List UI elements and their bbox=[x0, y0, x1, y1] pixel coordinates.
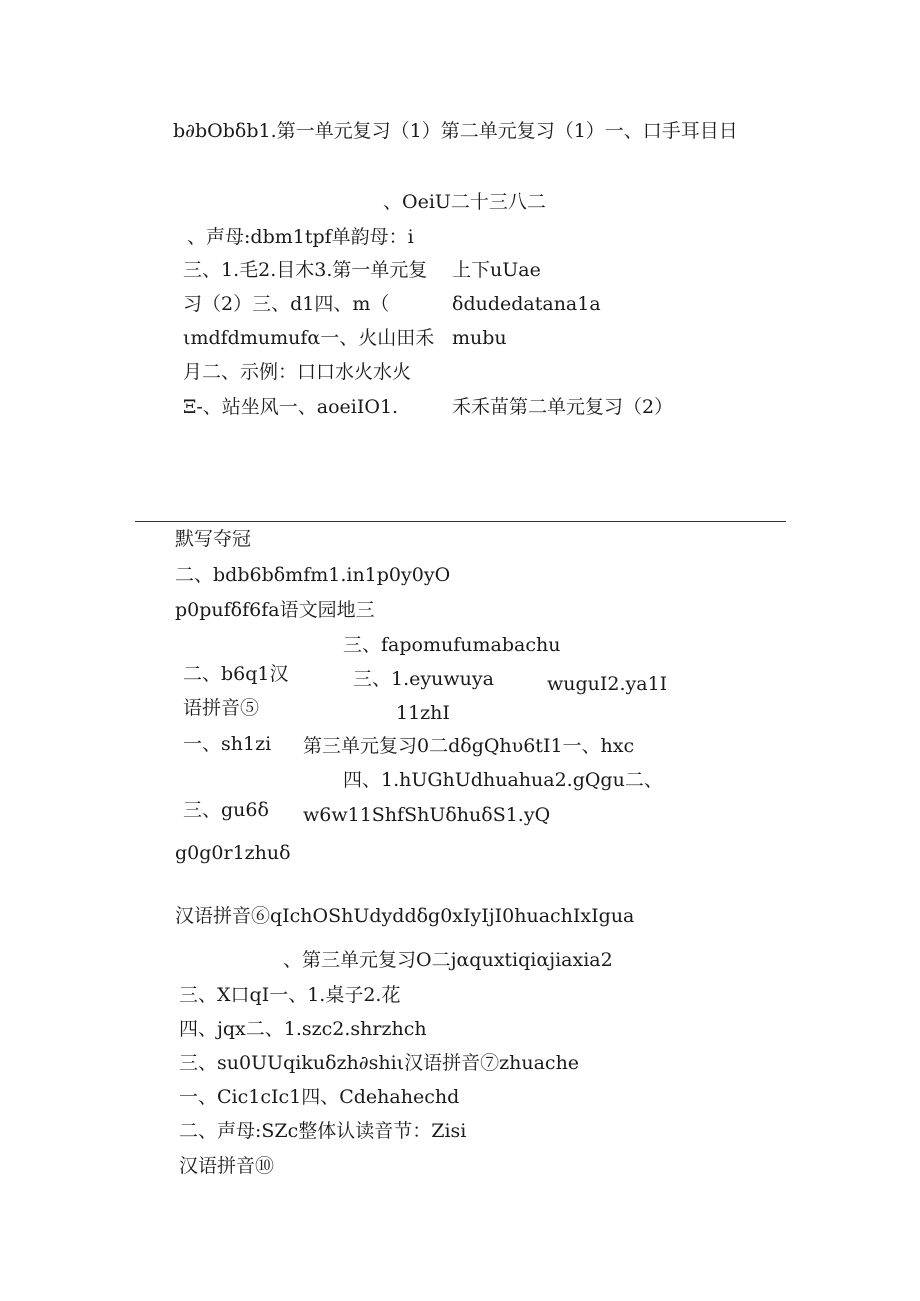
section2-line: 默写夺冠 bbox=[175, 528, 252, 550]
section1-right-line: δdudedatana1a bbox=[452, 293, 601, 315]
section2-line: 11zhI bbox=[396, 702, 450, 724]
section3-line: 一、Cic1cIc1四、Cdehahechd bbox=[179, 1086, 460, 1108]
section2-line: 二、b6q1汉 bbox=[183, 663, 289, 685]
section3-line: 三、X口qI一、1.桌子2.花 bbox=[179, 984, 401, 1006]
section2-line: 三、fapomufumabachu bbox=[343, 634, 561, 656]
section2-line: 四、1.hUGhUdhuahua2.gQgu二、 bbox=[343, 769, 663, 791]
section3-line: 汉语拼音⑥qIchOShUdyddδg0xIyIjI0huachIxIgua bbox=[175, 905, 635, 927]
section2-line: 二、bdb6bδmfm1.in1p0y0yO bbox=[175, 564, 451, 586]
section1-left-line: ιmdfdmumufα一、火山田禾 bbox=[183, 327, 435, 349]
section3-line: 、第三单元复习O二jαquxtiqiαjiaxia2 bbox=[283, 949, 613, 971]
section2-line: 三、gu6δ bbox=[183, 799, 269, 821]
section2-line: 一、sh1zi bbox=[183, 733, 272, 755]
section3-line: 汉语拼音⑩ bbox=[179, 1155, 275, 1177]
section1-line2: 、OeiU二十三八二 bbox=[383, 191, 546, 213]
section1-left-line: 三、1.毛2.目木3.第一单元复 bbox=[183, 259, 428, 281]
section3-line: 三、su0UUqikuδzh∂shiι汉语拼音⑦zhuache bbox=[179, 1052, 580, 1074]
horizontal-divider bbox=[135, 521, 786, 522]
section1-right-line: 上下uUae bbox=[452, 259, 541, 281]
section1-left-line: 、声母:dbm1tpf单韵母：i bbox=[187, 226, 414, 248]
section1-right-line: mubu bbox=[452, 327, 507, 349]
section1-left-line: 月二、示例：口口水火水火 bbox=[183, 361, 412, 383]
section2-line: g0g0r1zhuδ bbox=[175, 842, 291, 864]
section2-line: p0pufδf6fa语文园地三 bbox=[175, 599, 375, 621]
section2-line: 三、1.eyuwuya bbox=[353, 668, 494, 690]
section1-left-line: 习（2）三、d1四、m（ bbox=[183, 293, 390, 315]
section1-right-line: 禾禾苗第二单元复习（2） bbox=[452, 396, 674, 418]
section2-line: 语拼音⑤ bbox=[183, 697, 260, 719]
section3-line: 二、声母:SZc整体认读音节：Zisi bbox=[179, 1120, 467, 1142]
section1-left-line: Ξ-、站坐风一、aoeiIO1. bbox=[183, 396, 399, 418]
section1-heading: b∂bObδb1.第一单元复习（1）第二单元复习（1）一、口手耳目日 bbox=[173, 120, 738, 142]
section3-line: 四、jqx二、1.szc2.shrzhch bbox=[179, 1018, 427, 1040]
section2-line: w6w11ShfShUδhuδS1.yQ bbox=[303, 804, 551, 826]
section2-line: 第三单元复习0二dδgQhυ6tI1一、hxc bbox=[303, 735, 635, 757]
section2-line: wuguI2.ya1I bbox=[547, 673, 668, 695]
